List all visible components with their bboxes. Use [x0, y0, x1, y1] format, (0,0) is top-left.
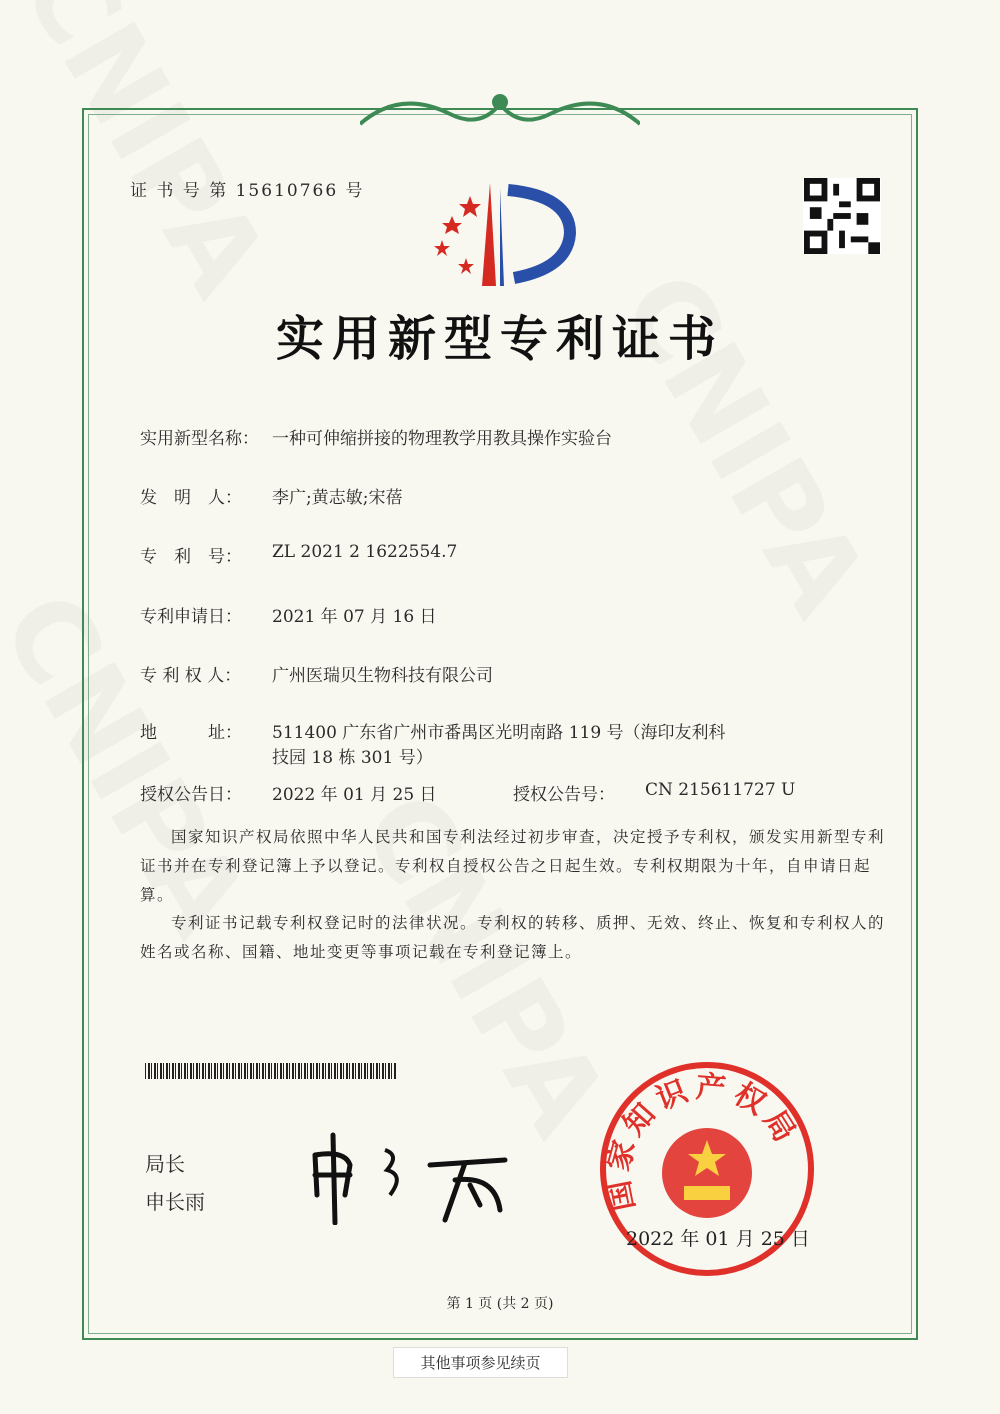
- qr-code: [803, 178, 881, 254]
- field-value: 2022 年 01 月 25 日: [272, 785, 437, 805]
- field-row-patent-number: [140, 542, 457, 567]
- field-label: 发 明 人：: [140, 488, 242, 508]
- paragraph: 国家知识产权局依照中华人民共和国专利法经过初步审查，决定授予专利权，颁发实用新型专利证书并在专利登记簿上予以登记。专利权自授权公告之日起生效。专利权期限为十年，自申请日起算。: [140, 828, 886, 904]
- page-title: 实用新型专利证书: [275, 311, 724, 367]
- field-label: 地 址：: [140, 723, 242, 743]
- signatory-title: 局长: [145, 1152, 185, 1176]
- signatory-name: 申长雨: [145, 1190, 205, 1214]
- field-label: 授权公告日：: [140, 785, 242, 805]
- signature: [305, 1125, 520, 1225]
- field-label: 实用新型名称：: [140, 429, 259, 449]
- field-value: 2021 年 07 月 16 日: [272, 607, 437, 627]
- field-value: ZL 2021 2 1622554.7: [272, 542, 458, 562]
- field-label: 专 利 号：: [140, 547, 242, 567]
- cnipa-logo: [430, 178, 580, 290]
- field-row-grant-date: [140, 780, 437, 805]
- field-row-application-date: [140, 602, 437, 627]
- field-row-patentee: [140, 661, 493, 686]
- certificate-number: 证 书 号 第 15610766 号: [130, 181, 365, 201]
- field-value: 广州医瑞贝生物科技有限公司: [272, 666, 493, 686]
- field-label: 专 利 权 人：: [140, 666, 242, 686]
- paragraph: 专利证书记载专利权登记时的法律状况。专利权的转移、质押、无效、终止、恢复和专利权人的姓名或名称、国籍、地址变更等事项记载在专利登记簿上。: [140, 914, 886, 961]
- field-row-address: [140, 721, 726, 771]
- ornament-top: [360, 84, 640, 134]
- field-row-name: [140, 424, 612, 449]
- field-row-grant-number: [513, 780, 795, 805]
- continuation-note: 其他事项参见续页: [393, 1347, 568, 1378]
- field-value: 一种可伸缩拼接的物理教学用教具操作实验台: [272, 429, 612, 449]
- seal-date: 2022 年 01 月 25 日: [626, 1228, 810, 1250]
- barcode: [145, 1063, 397, 1079]
- field-value: 李广;黄志敏;宋蓓: [272, 488, 403, 508]
- field-row-inventors: [140, 483, 402, 508]
- field-value: 511400 广东省广州市番禺区光明南路 119 号（海印友利科 技园 18 栋 301 号）: [272, 723, 726, 768]
- seal-text: 知识产权局: [616, 1069, 806, 1154]
- page-indicator: 第 1 页 (共 2 页): [446, 1296, 554, 1312]
- field-label: 授权公告号：: [513, 785, 615, 805]
- field-value: CN 215611727 U: [645, 780, 796, 800]
- field-label: 专利申请日：: [140, 607, 242, 627]
